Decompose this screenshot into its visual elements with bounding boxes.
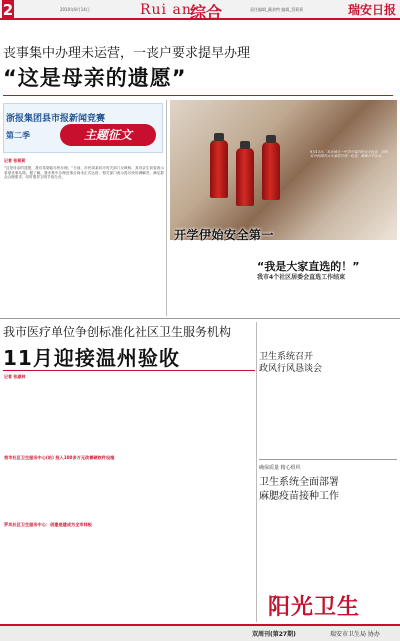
right-title2-line1: 卫生系统全面部署 bbox=[259, 477, 339, 488]
lead-headline: “这是母亲的遗愿” bbox=[3, 66, 187, 90]
lead-body: “这是母亲的遗愿，我们希望能尽快办理。”日前，市民周某向市有关部门反映称，其母亲生前曾表示希望丧事从简。据了解，我市集中办理丧事点尚未正式运营，相关部门表示将尽快协调解决，满足群众合理需求，同时倡导文明节俭办丧。 bbox=[4, 166, 164, 180]
section-roman-text: Rui an bbox=[140, 2, 192, 18]
footer-sponsor: 瑞安市卫生局 协办 bbox=[330, 631, 380, 638]
quote-headline: “我是大家直选的！” bbox=[257, 260, 360, 273]
quote-subhead: 我市4个社区居委会直选工作结束 bbox=[257, 274, 346, 281]
divider bbox=[3, 370, 255, 371]
lead-kicker: 丧事集中办理未运营，一丧户要求提早办理 bbox=[3, 45, 251, 60]
column-rule bbox=[256, 322, 257, 622]
health-logo: 阳光卫生 bbox=[268, 594, 361, 620]
story2-subhead2: 罗凤社区卫生服务中心：创建是建成为全市样板 bbox=[4, 522, 92, 527]
feature-line2: 第二季 bbox=[6, 131, 30, 140]
extinguisher-icon bbox=[262, 142, 280, 200]
story2-headline: 11月迎接温州验收 bbox=[3, 346, 180, 370]
extinguisher-icon bbox=[236, 148, 254, 206]
story2-byline: 记者 张淑林 bbox=[4, 374, 26, 379]
feature-line1: 浙报集团县市报新闻竞赛 bbox=[6, 114, 106, 124]
section-divider bbox=[0, 318, 400, 319]
editors: 责任编辑_戴余特 编辑_蔡莉莉 bbox=[250, 7, 304, 12]
page-number: 2 bbox=[2, 1, 14, 19]
photo-caption: 9月13日，本市城关一中学开展消防安全检查，消防员对校园内灭火器进行逐一检查，确保开学安全。 bbox=[310, 150, 388, 159]
footer-issue: 双周刊(第27期) bbox=[252, 631, 296, 638]
extinguisher-cap-icon bbox=[214, 133, 224, 141]
story2-subhead1: 我市社区卫生服务中心(站) 投入100多万元改善硬软件设施 bbox=[4, 455, 115, 460]
right-title1-line1: 卫生系统召开 bbox=[259, 352, 314, 362]
issue-date: 2010年8月14日 bbox=[60, 7, 90, 12]
story2-top-headline: 我市医疗单位争创标准化社区卫生服务机构 bbox=[3, 325, 232, 339]
section-roman bbox=[140, 2, 192, 18]
section-title: 综合 bbox=[190, 3, 223, 22]
feature-badge: 主题征文 bbox=[60, 124, 156, 146]
right-title2-kicker: 确保质量 精心组织 bbox=[259, 465, 301, 471]
right-title2-line2: 麻腮疫苗接种工作 bbox=[259, 491, 339, 502]
paper-name: 瑞安日报 bbox=[348, 3, 397, 17]
photo-tag: 开学伊始安全第一 bbox=[174, 228, 275, 242]
divider bbox=[3, 95, 393, 96]
extinguisher-cap-icon bbox=[266, 135, 276, 143]
extinguisher-cap-icon bbox=[240, 141, 250, 149]
column-rule bbox=[166, 100, 167, 316]
extinguisher-icon bbox=[210, 140, 228, 198]
right-title1-line2: 政风行风恳谈会 bbox=[259, 364, 323, 374]
photo-fire-extinguishers bbox=[170, 100, 397, 240]
divider bbox=[259, 459, 397, 460]
lead-byline: 记者 张莉莉 bbox=[4, 158, 26, 163]
